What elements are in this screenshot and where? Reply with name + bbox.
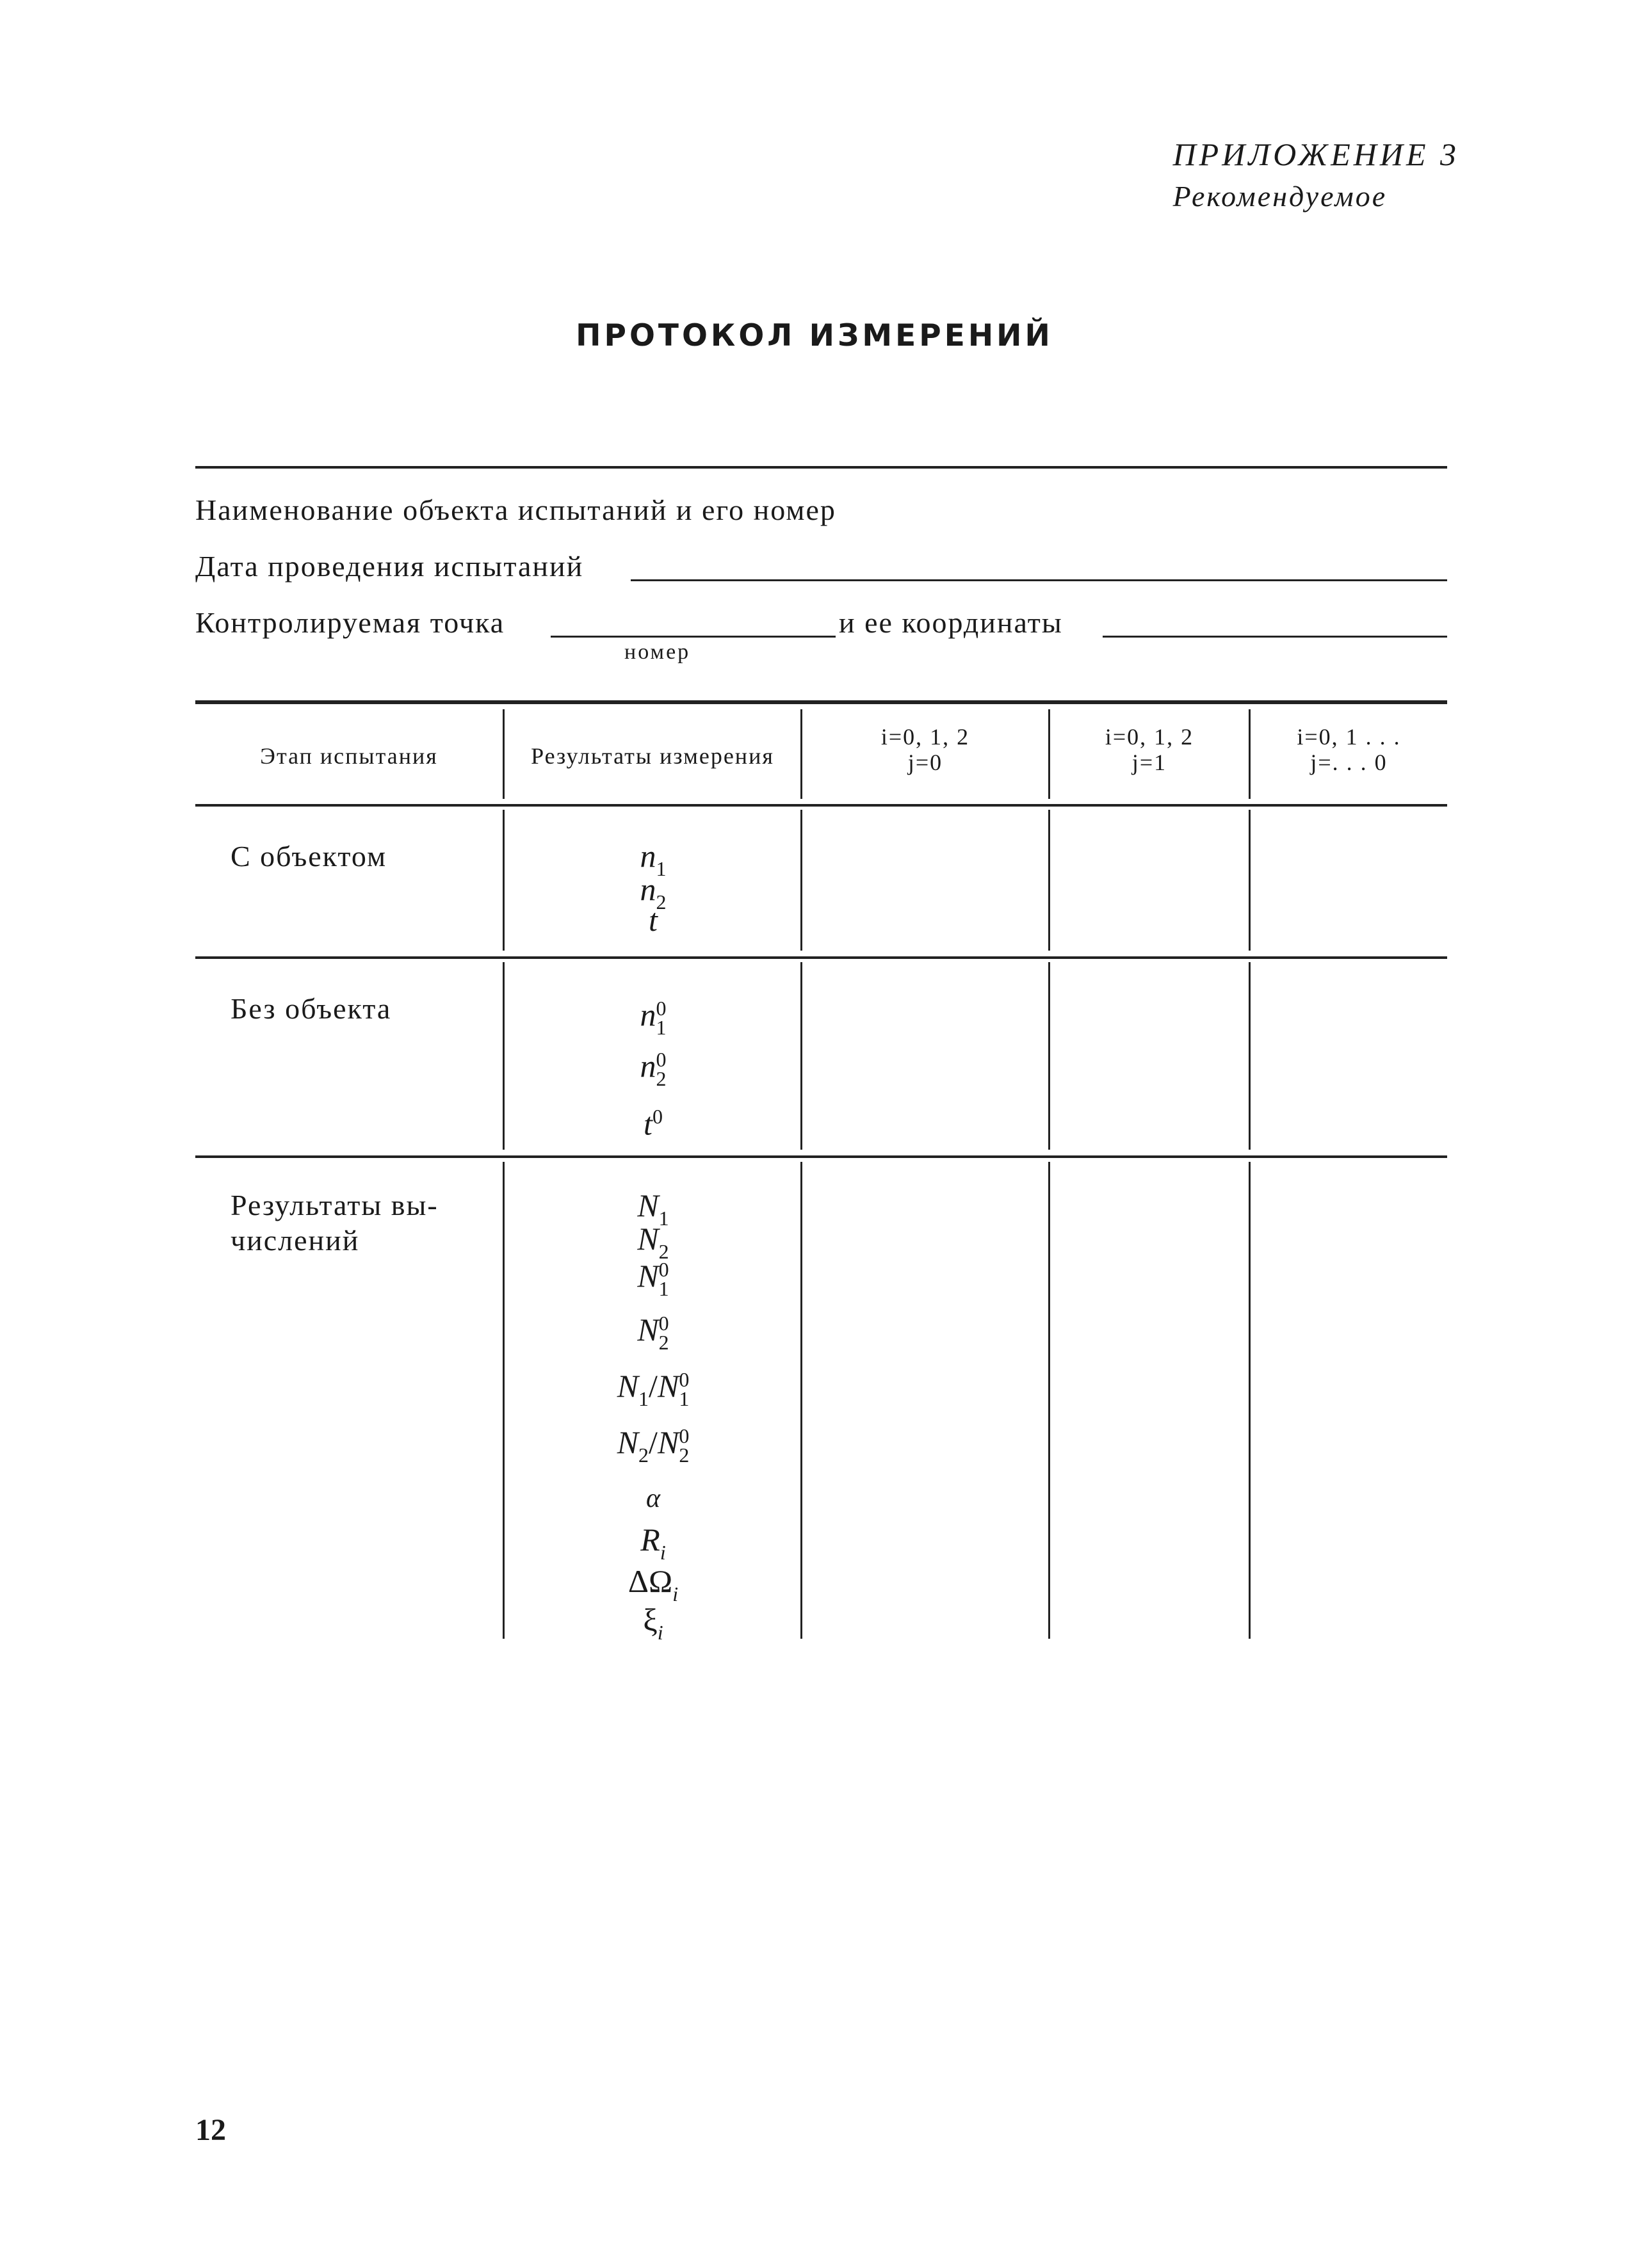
- appendix-header: [1173, 136, 1459, 213]
- header-col-3-i: i=0, 1 . . .: [1297, 724, 1401, 750]
- symbol-N1-over-N1-0: $N_1/N$ 0 1: [617, 1368, 690, 1411]
- vline-r1-2: [800, 810, 802, 951]
- header-rule: [195, 804, 1447, 807]
- coordinates-label: и ее координаты: [839, 606, 1063, 639]
- vline-r2-3: [1048, 962, 1050, 1150]
- appendix-number: ПРИЛОЖЕНИЕ 3: [1172, 136, 1459, 172]
- header-col-3-j: j=. . . 0: [1310, 749, 1388, 775]
- header-col-3: [1251, 725, 1447, 775]
- header-stage: Этап испытания: [260, 743, 438, 769]
- object-name-label: Наименование объекта испытаний и его номер: [195, 494, 836, 526]
- row1-rule: [195, 956, 1447, 959]
- top-rule: [195, 466, 1447, 469]
- symbol-N1: $N_1$: [637, 1187, 669, 1230]
- control-point-number-line[interactable]: [551, 636, 836, 638]
- vline-r1-4: [1249, 810, 1251, 951]
- row2-rule: [195, 1155, 1447, 1158]
- control-point-number-caption: номер: [624, 640, 691, 664]
- symbol-N2: $N_2$: [637, 1221, 669, 1263]
- vline-r1-3: [1048, 810, 1050, 951]
- symbol-N1-0: N 0 1: [637, 1258, 669, 1301]
- symbol-delta-omega-i: $\Delta\Omega_i$: [628, 1563, 679, 1605]
- header-col-2-i: i=0, 1, 2: [1105, 724, 1194, 750]
- symbol-xi-i: $\xi_i$: [643, 1602, 663, 1644]
- stage-calculations: [231, 1187, 439, 1258]
- vline-r3-1: [503, 1162, 505, 1639]
- header-col-1-j: j=0: [907, 749, 943, 775]
- stage-without-object: Без объекта: [231, 992, 392, 1025]
- test-date-line[interactable]: [631, 579, 1447, 581]
- vline-r2-1: [503, 962, 505, 1150]
- header-results: Результаты измерения: [531, 743, 774, 769]
- symbol-t-0: $t^0$: [644, 1105, 663, 1142]
- stage-with-object: С объектом: [231, 840, 387, 873]
- header-col-1-i: i=0, 1, 2: [880, 724, 970, 750]
- vline-r3-3: [1048, 1162, 1050, 1639]
- header-col-1: [802, 725, 1048, 775]
- coordinates-line[interactable]: [1103, 636, 1447, 638]
- symbol-Ri: $R_i$: [640, 1522, 666, 1564]
- symbol-N2-over-N2-0: $N_2/N$ 0 2: [617, 1424, 690, 1467]
- vline-r1-1: [503, 810, 505, 951]
- symbol-n2: $n_2$: [640, 871, 667, 913]
- control-point-label: Контролируемая точка: [195, 606, 505, 639]
- stage-calculations-line-1: Результаты вы-: [231, 1189, 439, 1221]
- symbol-n1: $n_1$: [640, 838, 667, 880]
- test-date-label: Дата проведения испытаний: [195, 550, 584, 583]
- page-title: ПРОТОКОЛ ИЗМЕРЕНИЙ: [576, 318, 1053, 353]
- symbol-N2-0: N 0 2: [637, 1312, 669, 1355]
- vline-r2-4: [1249, 962, 1251, 1150]
- stage-calculations-line-2: числений: [231, 1224, 360, 1257]
- vline-r3-2: [800, 1162, 802, 1639]
- vline-r2-2: [800, 962, 802, 1150]
- symbol-n1-0: n 0 1: [640, 997, 667, 1040]
- vline-r3-4: [1249, 1162, 1251, 1639]
- header-col-2-j: j=1: [1131, 749, 1167, 775]
- symbol-t: t: [649, 902, 658, 938]
- symbol-alpha: α: [645, 1484, 661, 1513]
- header-col-2: [1050, 725, 1249, 775]
- appendix-status: Рекомендуемое: [1172, 180, 1388, 213]
- page-number: 12: [195, 2113, 226, 2147]
- table-top-rule: [195, 700, 1447, 704]
- symbol-n2-0: n 0 2: [640, 1048, 667, 1091]
